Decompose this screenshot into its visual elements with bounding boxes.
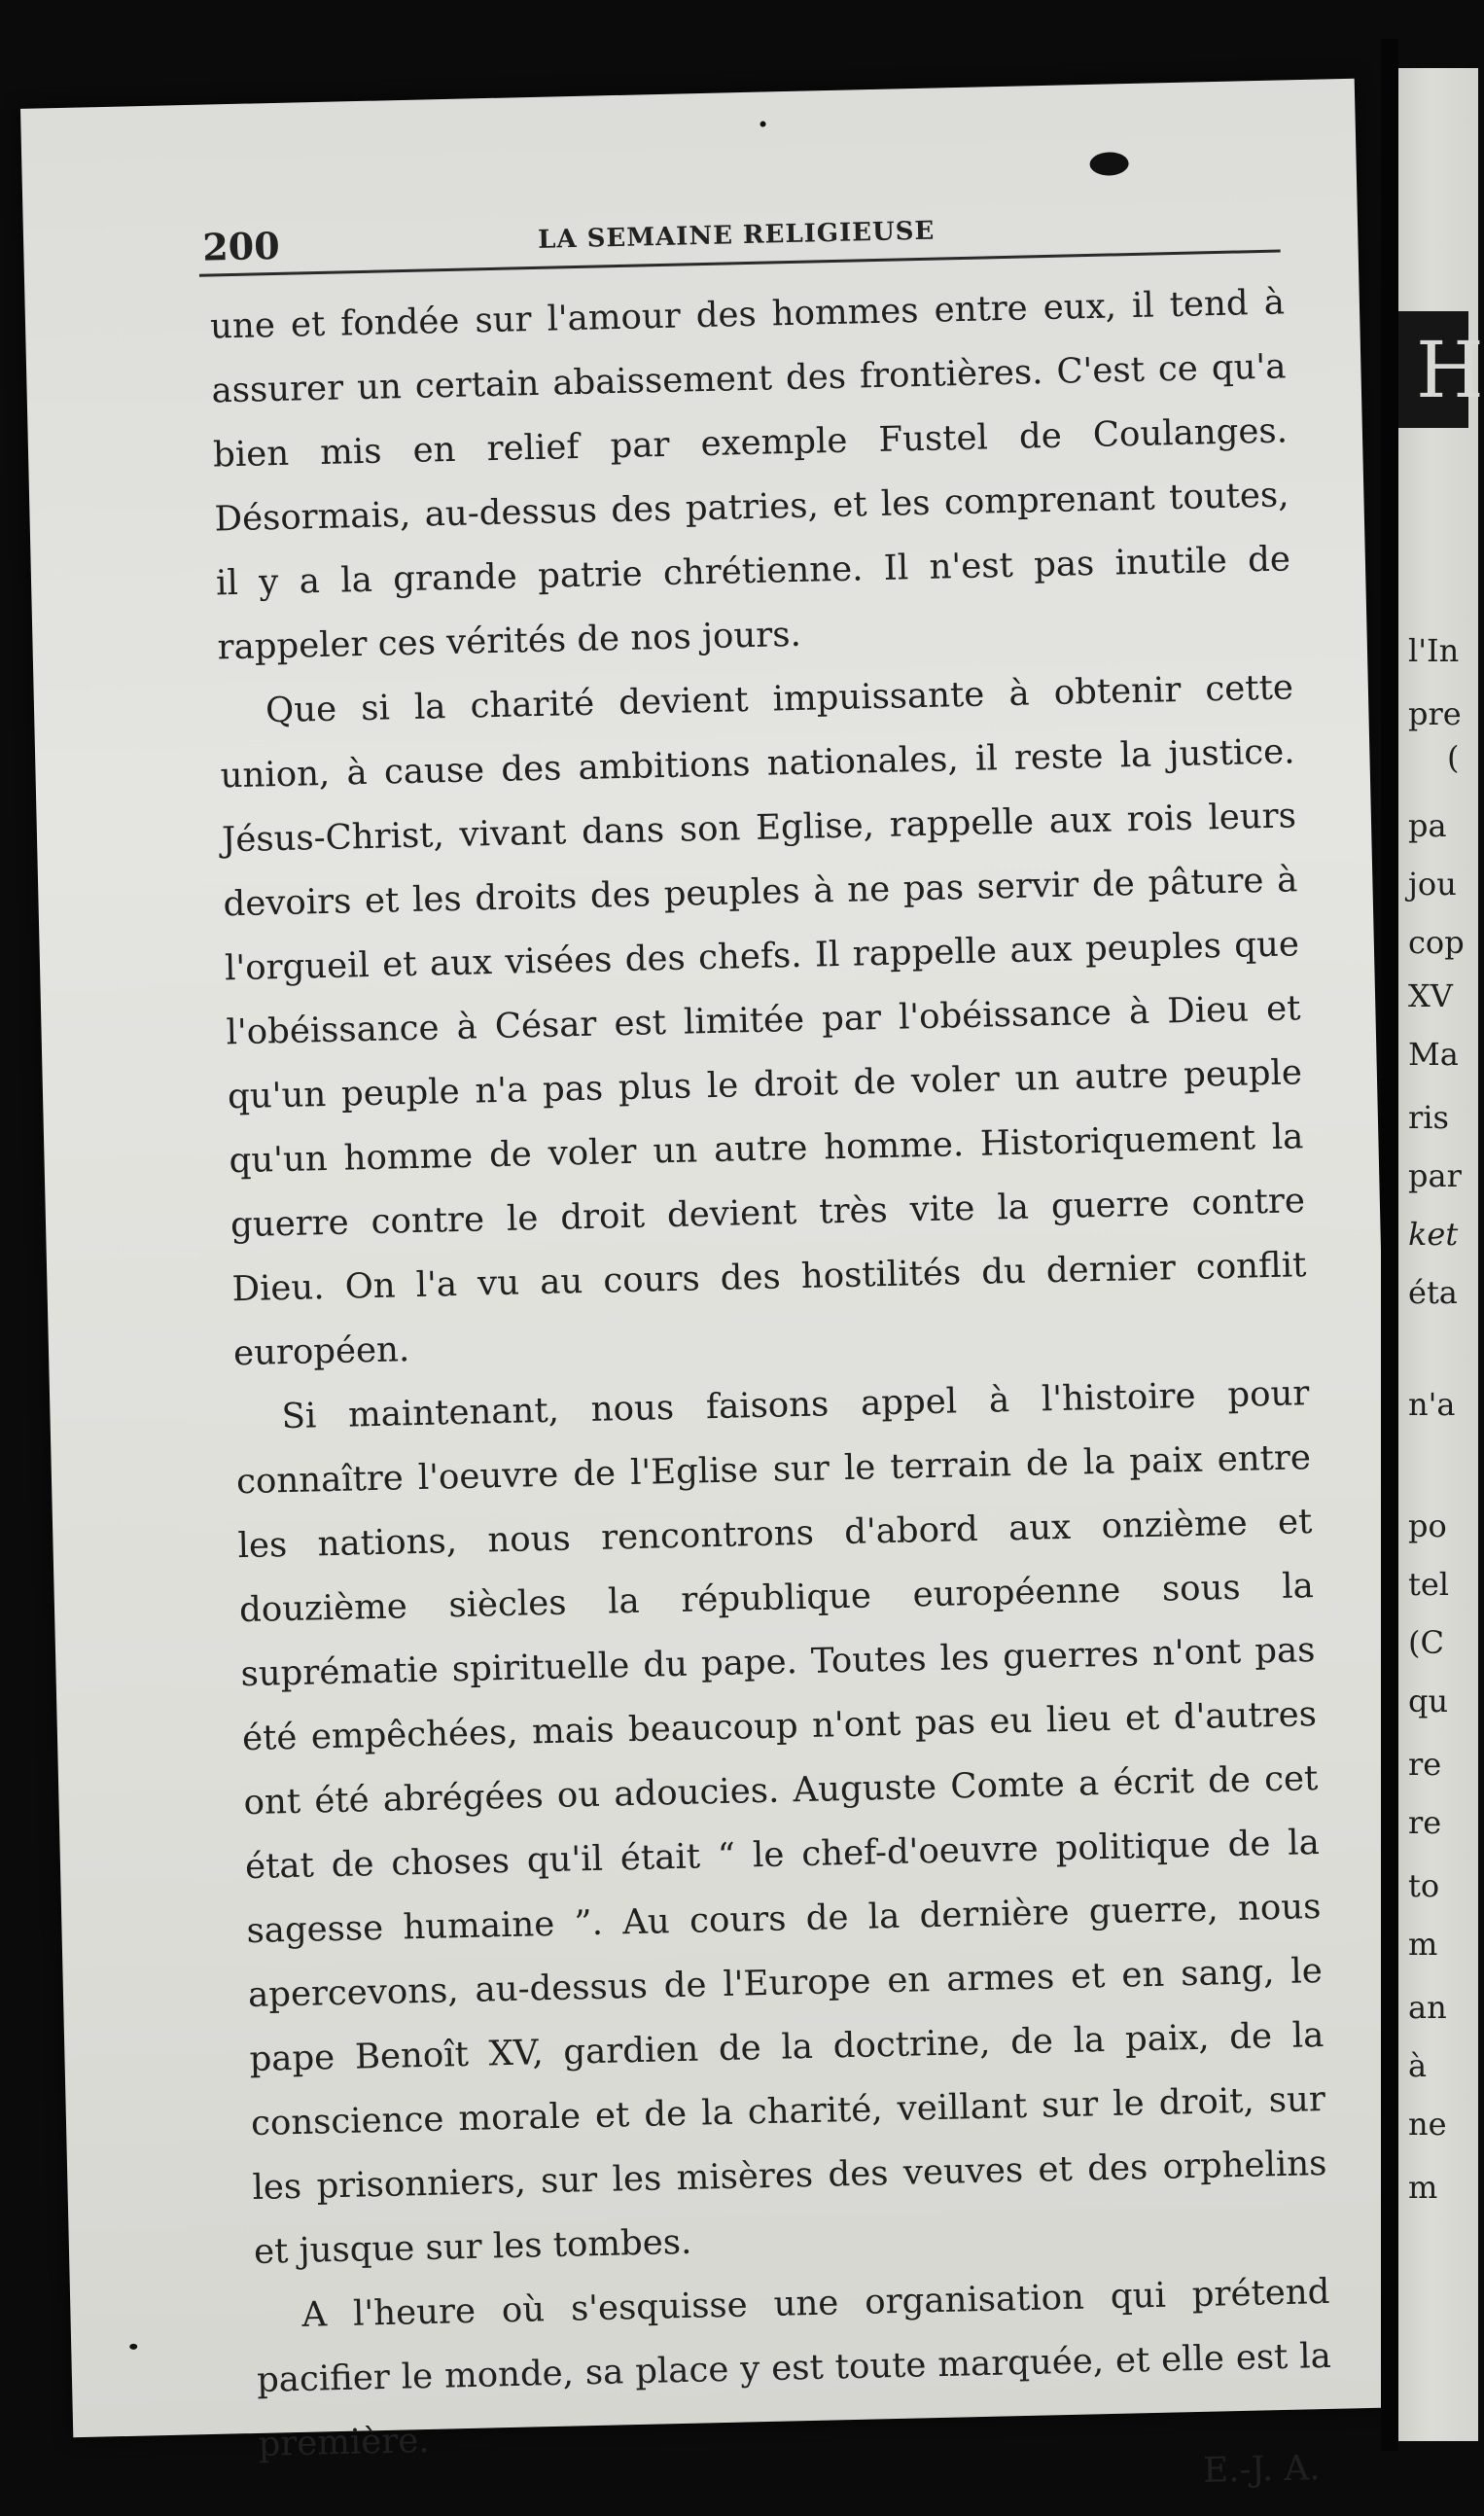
ink-speck [760, 121, 765, 126]
text-fragment: to [1408, 1867, 1440, 1904]
text-fragment: Ma [1408, 1036, 1459, 1073]
page-header [201, 181, 1282, 273]
text-fragment: jou [1408, 866, 1457, 903]
text-fragment: re [1408, 1804, 1442, 1841]
page-number: 200 [201, 223, 281, 269]
running-title: LA SEMAINE RELIGIEUSE [537, 216, 936, 255]
ink-blot [1089, 152, 1129, 176]
text-fragment: an [1408, 1989, 1447, 2026]
initial-letter: H [1416, 325, 1484, 415]
text-fragment: m [1408, 2169, 1438, 2206]
text-fragment: XV [1408, 977, 1453, 1014]
text-fragment: cop [1408, 924, 1465, 961]
text-fragment: l'In [1408, 632, 1460, 669]
text-fragment: ne [1408, 2106, 1447, 2143]
text-fragment: éta [1408, 1274, 1458, 1311]
text-fragment: pa [1408, 807, 1447, 844]
text-fragment: re [1408, 1746, 1442, 1783]
decorative-initial [1398, 311, 1484, 428]
text-fragment: (C [1408, 1624, 1444, 1661]
adjacent-page-edge [1398, 68, 1484, 2441]
text-fragment: pre [1408, 695, 1462, 732]
paragraph: Que si la charité devient impuissante à obtenir cette union, à cause des ambitions nationales, il reste la justice. Jésus-Christ, vivant dans son Eglise, rappelle aux rois leurs devoirs et les droits des peuples à ne pas servir de pâture à l'orgueil et aux visées des chefs. Il rappelle aux peuples que l'obéissance à César est limitée par l'obéissance à Dieu et qu'un peuple n'a pas plus le droit de voler un autre peuple qu'un homme de voler un autre homme. Historiquement la guerre contre le droit devient très vite la guerre contre Dieu. On l'a vu au cours des hostilités du dernier conflit européen. [220, 667, 1307, 1374]
author-signature: E.-J. A. [1202, 2448, 1321, 2491]
text-fragment: m [1408, 1926, 1438, 1963]
text-fragment: po [1408, 1507, 1447, 1544]
ink-speck [129, 2344, 137, 2350]
text-fragment: ( [1447, 739, 1460, 776]
text-fragment: tel [1408, 1566, 1450, 1603]
text-fragment: n'a [1408, 1386, 1456, 1423]
text-fragment: qu [1408, 1683, 1449, 1719]
paragraph: une et fondée sur l'amour des hommes entre eux, il tend à assurer un certain abaissement des frontières. C'est ce qu'a bien mis en relief par exemple Fustel de Coulanges. Désormais, au-dessus des patries, et les comprenant toutes, il y a la grande patrie chrétienne. Il n'est pas inutile de rappeler ces vérités de nos jours. [209, 282, 1291, 668]
book-page [20, 79, 1407, 2491]
text-fragment: à [1408, 2047, 1428, 2084]
text-fragment: ket [1408, 1216, 1459, 1253]
article-body [209, 270, 1333, 2511]
book-gutter [1381, 39, 1398, 2451]
paragraph: Si maintenant, nous faisons appel à l'histoire pour connaître l'oeuvre de l'Eglise sur le terrain de la paix entre les nations, nous rencontrons d'abord aux onzième et douzième siècles la république européenne sous la suprématie spirituelle du pape. Toutes les guerres n'ont pas été empêchées, mais beaucoup n'ont pas eu lieu et d'autres ont été abrégées ou adoucies. Auguste Comte a écrit de cet état de choses qu'il était “ le chef-d'oeuvre politique de la sagesse humaine ”. Au cours de la dernière guerre, nous apercevons, au-dessus de l'Europe en armes et en sang, le pape Benoît XV, gardien de la doctrine, de la paix, de la conscience morale et de la charité, veillant sur le droit, sur les prisonniers, sur les misères des veuves et des orphelins et jusque sur les tombes. [235, 1373, 1327, 2272]
text-fragment: ris [1408, 1099, 1449, 1136]
text-fragment: par [1408, 1157, 1462, 1194]
paragraph: A l'heure où s'esquisse une organisation qui prétend pacifier le monde, sa place y est toute marquée, et elle est la première. [256, 2271, 1332, 2464]
